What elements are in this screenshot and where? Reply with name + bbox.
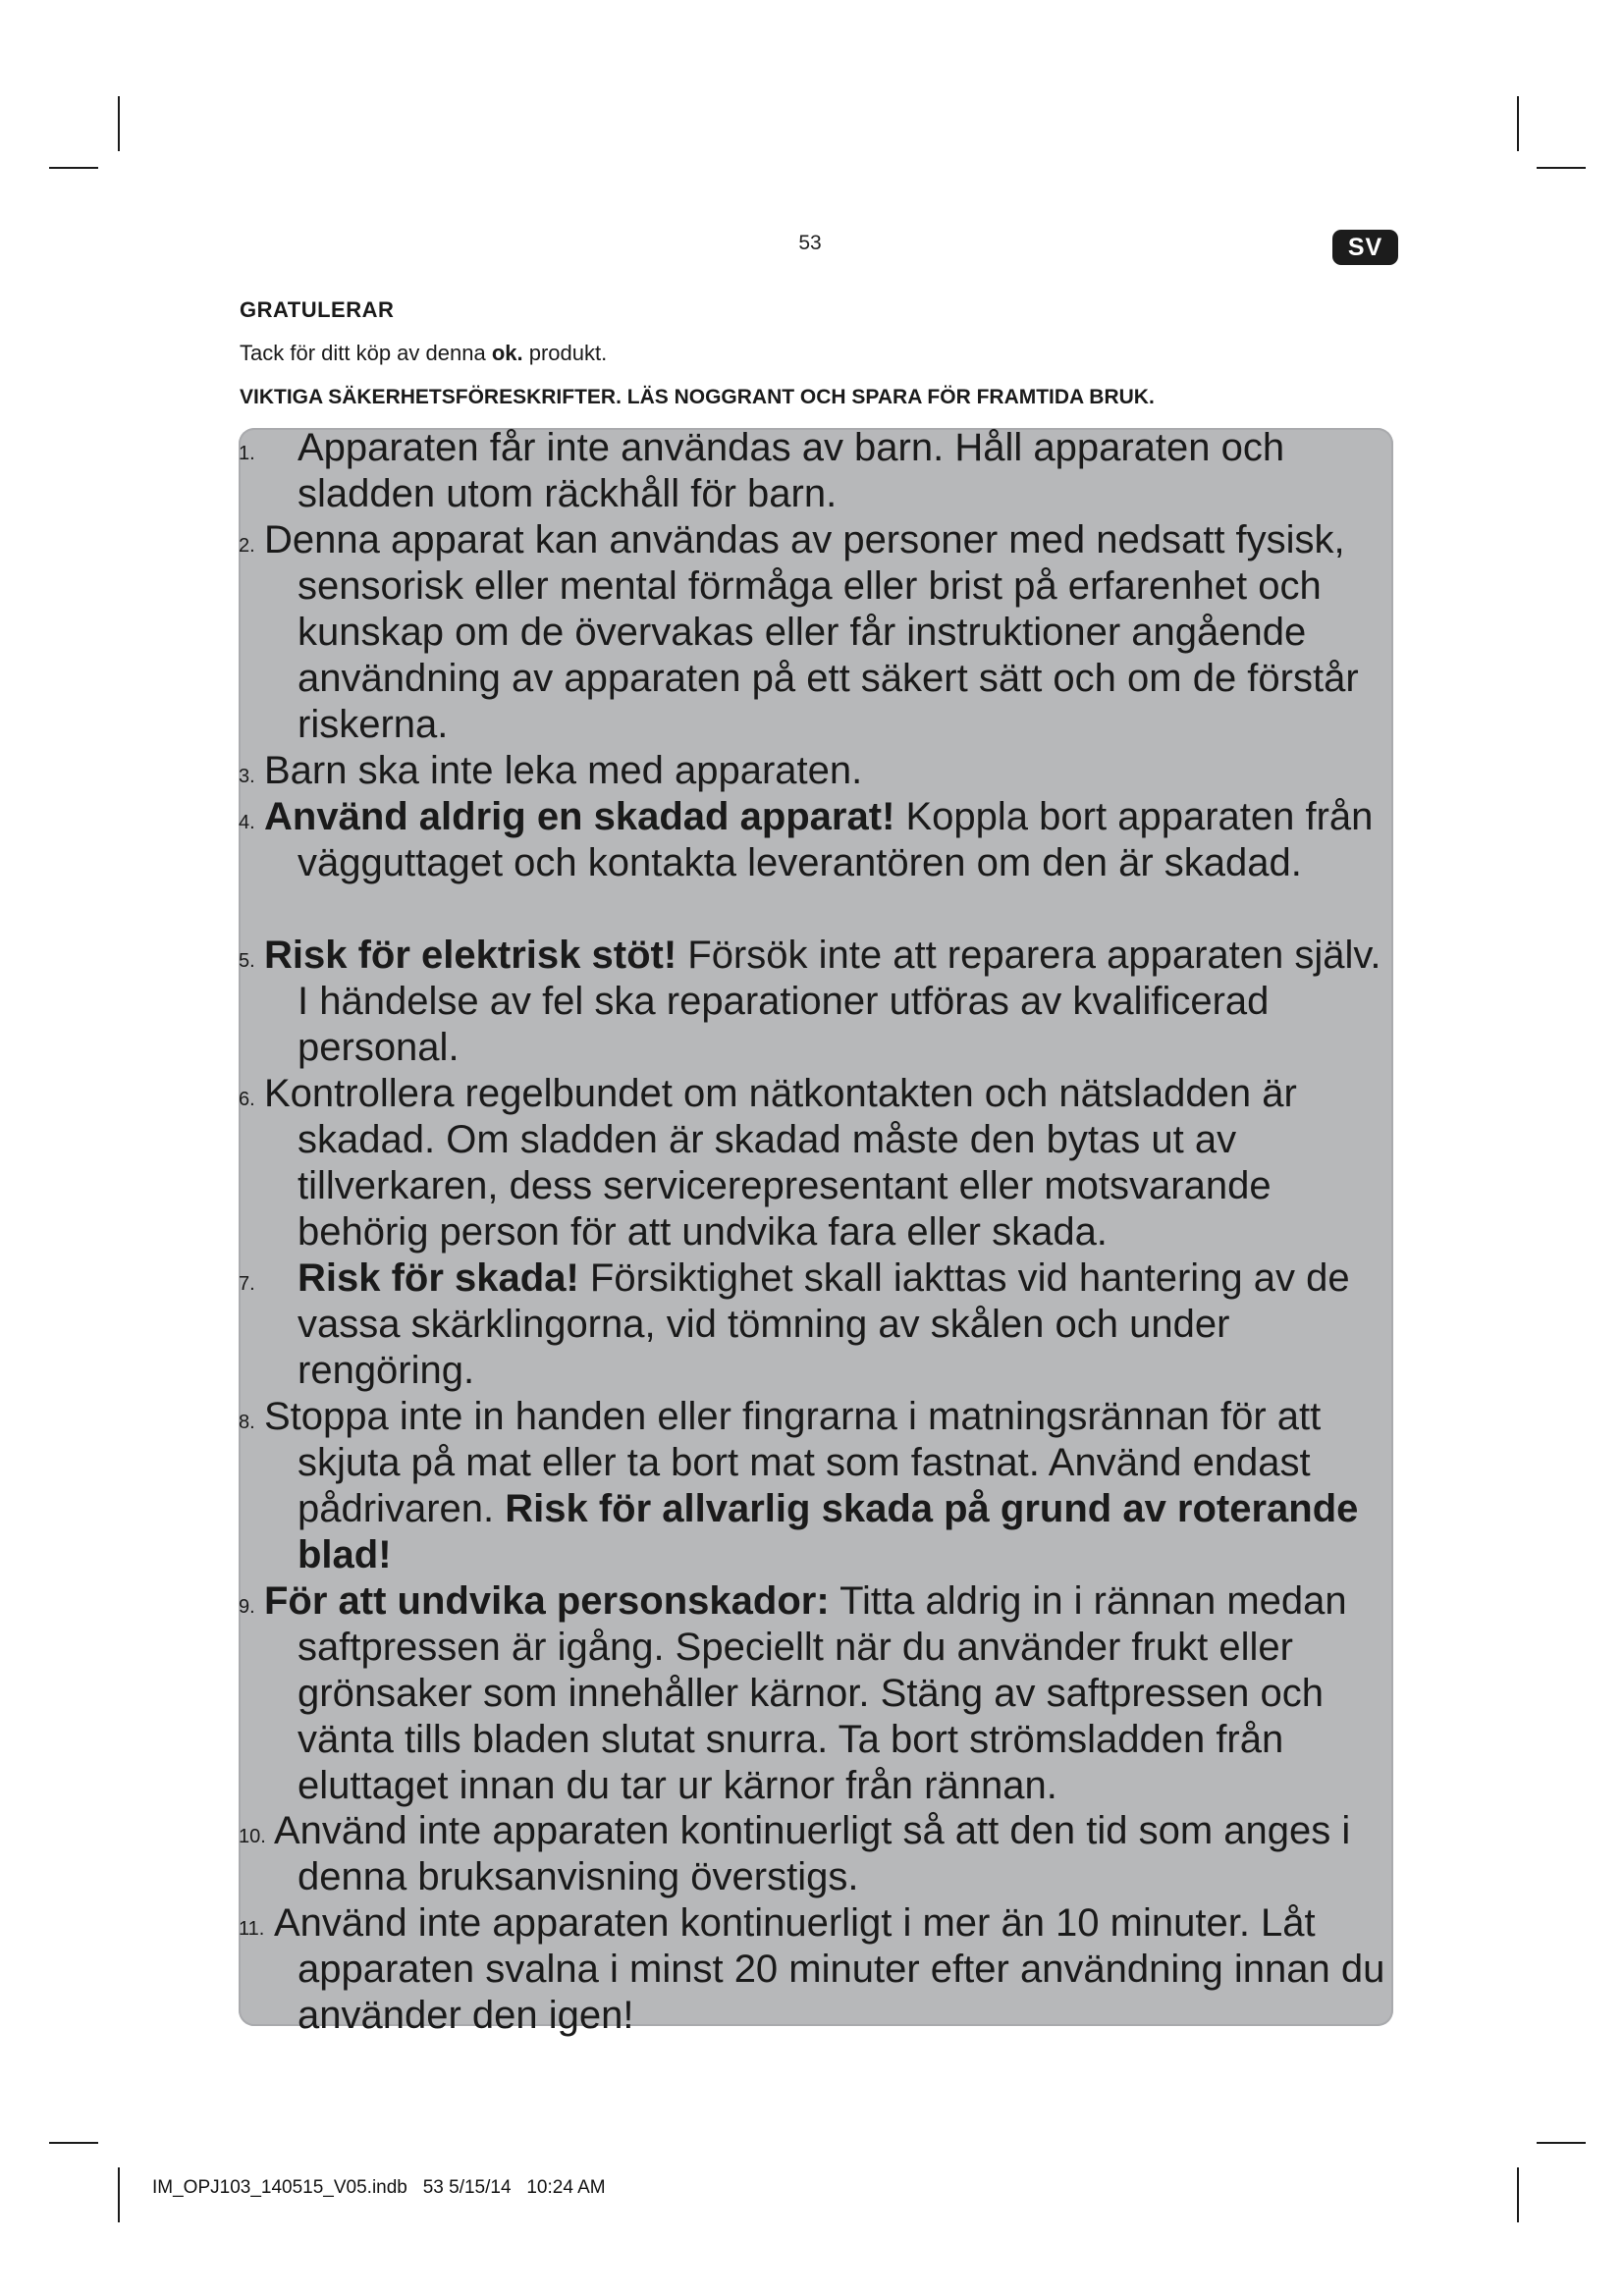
page-title: GRATULERAR [240, 297, 395, 322]
item-text: Risk för elektrisk stöt! Försök inte att reparera apparaten själv. I händelse av fel ska reparationer utföras av kvalificerad personal. [264, 934, 1381, 1069]
item-text: Apparaten får inte användas av barn. Håll apparaten och sladden utom räckhåll för barn. [298, 426, 1285, 515]
safety-item-2 [239, 517, 1397, 748]
item-text: Risk för skada! Försiktighet skall iakttas vid hantering av de vassa skärklingorna, vid tömning av skålen och under rengöring. [298, 1256, 1350, 1392]
footer-file: IM_OPJ103_140515_V05.indb 53 [152, 2177, 444, 2198]
item-number: 8. [239, 1412, 255, 1433]
safety-item-8 [239, 1394, 1397, 1578]
intro-after: produkt. [522, 341, 608, 365]
safety-item-6 [239, 1071, 1397, 1255]
crop-mark-top-left-horizontal [49, 167, 98, 169]
item-number: 5. [239, 950, 255, 972]
item-text: Stoppa inte in handen eller fingrarna i matningsrännan för att skjuta på mat eller ta bort mat som fastnat. Använd endast pådrivaren. Risk för allvarlig skada på grund av roterande blad! [264, 1395, 1359, 1576]
safety-item-5 [239, 933, 1397, 1071]
safety-heading: VIKTIGA SÄKERHETSFÖRESKRIFTER. LÄS NOGGRANT OCH SPARA FÖR FRAMTIDA BRUK. [240, 386, 1155, 408]
item-text: För att undvika personskador: Titta aldrig in i rännan medan saftpressen är igång. Speciellt när du använder frukt eller grönsaker som innehåller kärnor. Stäng av saftpressen och vänta tills bladen slutat snurra. Ta bort strömsladden från eluttaget innan du tar ur kärnor från rännan. [264, 1579, 1347, 1807]
crop-mark-top-right-vertical [1517, 96, 1519, 151]
crop-mark-bottom-left-vertical [118, 2167, 120, 2222]
item-number: 9. [239, 1596, 255, 1618]
item-number: 2. [239, 535, 255, 557]
page-number: 53 [798, 232, 822, 254]
intro-text [240, 341, 607, 366]
crop-mark-bottom-left-horizontal [49, 2142, 98, 2144]
item-number: 3. [239, 766, 255, 787]
item-number: 6. [239, 1089, 255, 1110]
crop-mark-bottom-right-horizontal [1537, 2142, 1586, 2144]
safety-item-9 [239, 1578, 1397, 1809]
print-footer [152, 2177, 606, 2199]
item-text: Barn ska inte leka med apparaten. [264, 749, 863, 792]
item-text: Använd aldrig en skadad apparat! Koppla bort apparaten från vägguttaget och kontakta leverantören om den är skadad. [264, 795, 1374, 884]
safety-item-1 [239, 425, 1397, 517]
item-text: Kontrollera regelbundet om nätkontakten och nätsladden är skadad. Om sladden är skadad måste den bytas ut av tillverkaren, dess servicerepresentant eller motsvarande behörig person för att undvika fara eller skada. [264, 1072, 1297, 1254]
safety-item-4 [239, 794, 1397, 886]
safety-item-10 [239, 1808, 1397, 1900]
item-number: 11. [239, 1918, 265, 1940]
item-text: Denna apparat kan användas av personer med nedsatt fysisk, sensorisk eller mental förmåga eller brist på erfarenhet och kunskap om de övervakas eller får instruktioner angående användning av apparaten på ett säkert sätt och om de förstår riskerna. [264, 518, 1359, 746]
brand-name: ok. [491, 341, 523, 365]
item-text: Använd inte apparaten kontinuerligt så att den tid som anges i denna bruksanvisning överstigs. [274, 1809, 1351, 1898]
item-number: 10. [239, 1826, 266, 1847]
safety-item-11 [239, 1900, 1397, 2039]
item-number: 7. [239, 1273, 255, 1295]
crop-mark-bottom-right-vertical [1517, 2167, 1519, 2222]
item-number: 4. [239, 812, 255, 833]
crop-mark-top-left-vertical [118, 96, 120, 151]
crop-mark-top-right-horizontal [1537, 167, 1586, 169]
safety-item-7 [239, 1255, 1397, 1394]
item-text: Använd inte apparaten kontinuerligt i mer än 10 minuter. Låt apparaten svalna i minst 20 minuter efter användning innan du använder den igen! [274, 1901, 1385, 2037]
language-badge: SV [1332, 230, 1398, 265]
item-number: 1. [239, 443, 255, 464]
intro-before: Tack för ditt köp av denna [240, 341, 492, 365]
safety-item-3 [239, 748, 1397, 794]
footer-timestamp: 5/15/14 10:24 AM [449, 2177, 606, 2198]
